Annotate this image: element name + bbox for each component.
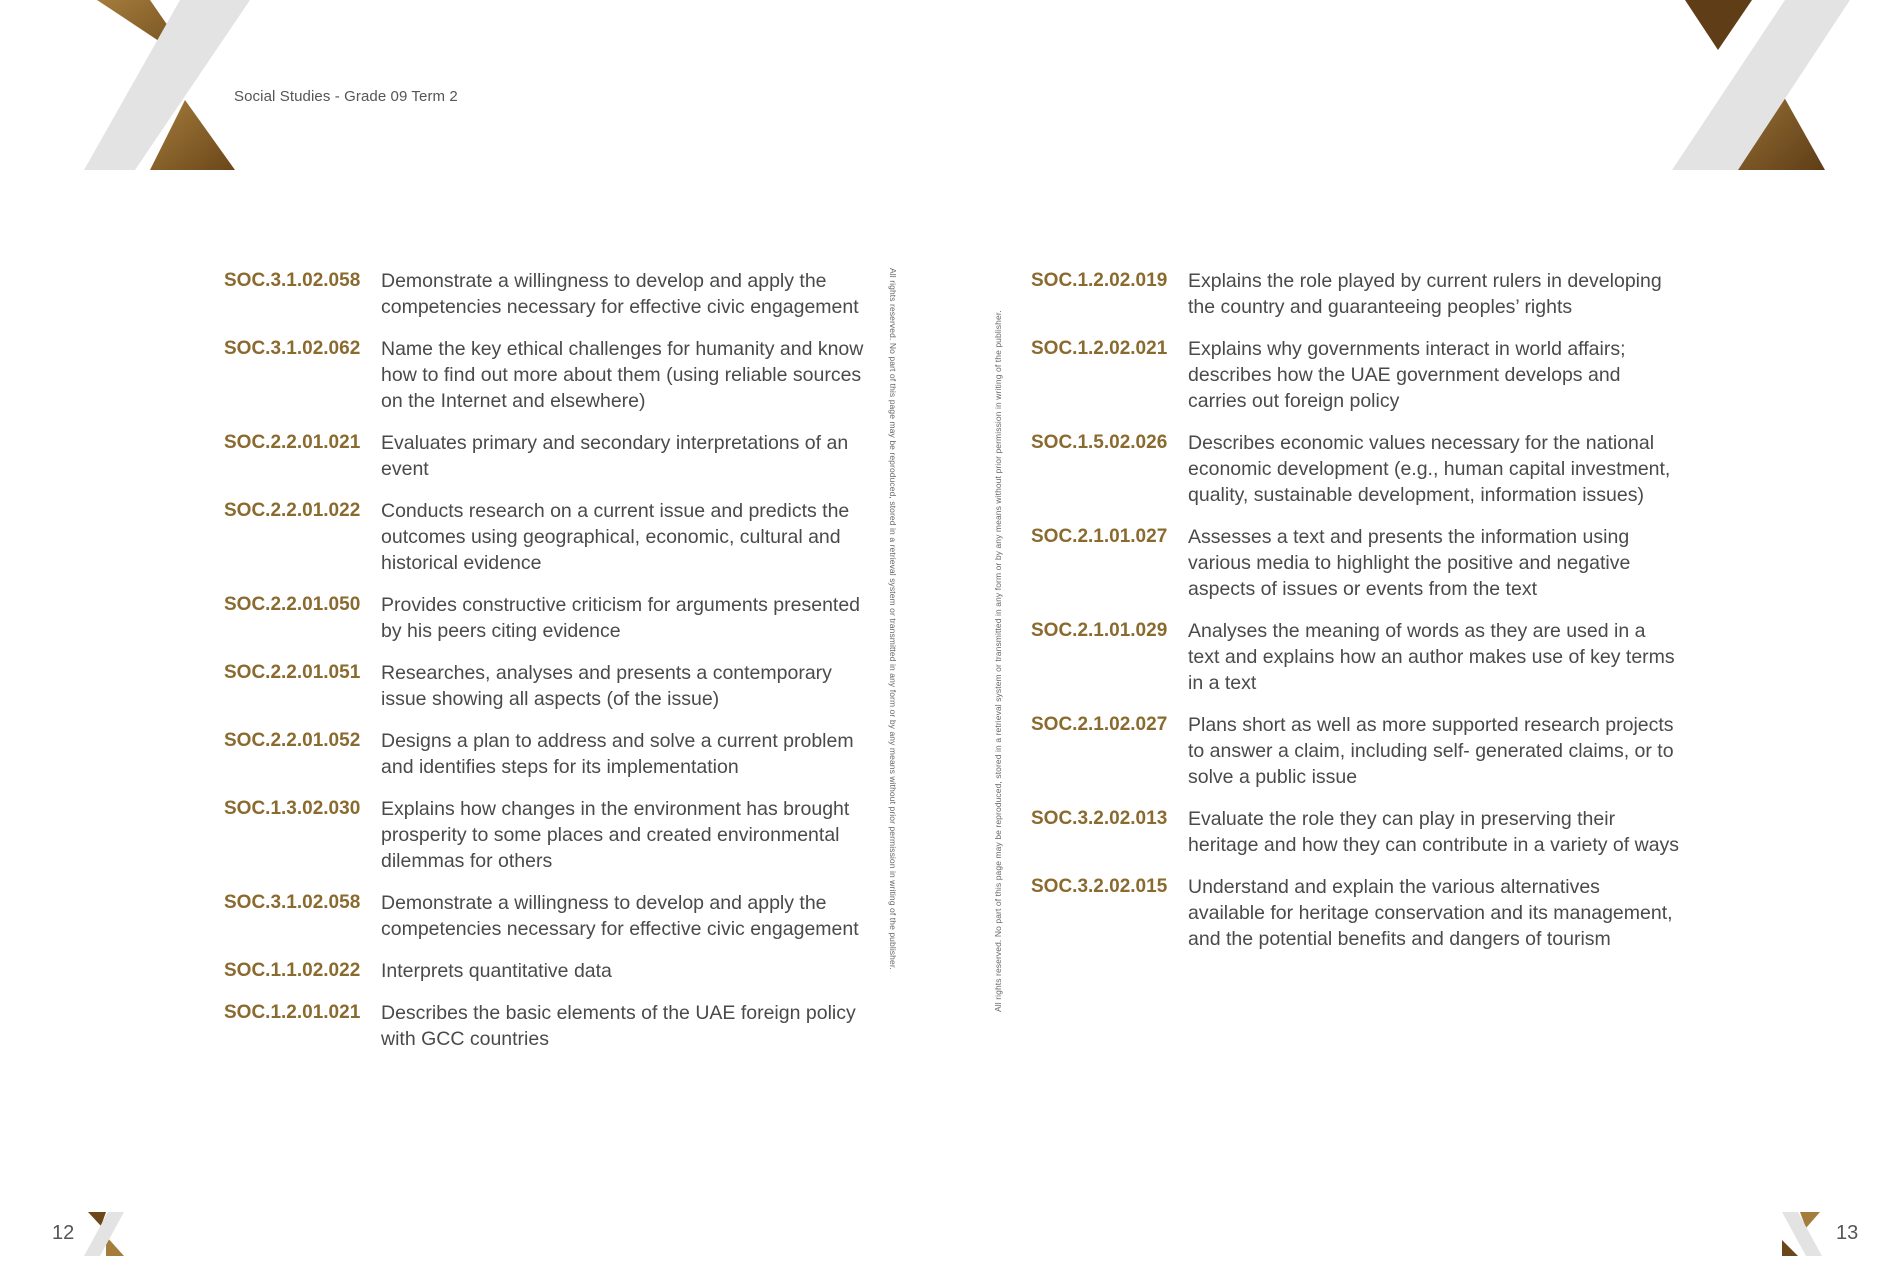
outcome-text: Evaluate the role they can play in preserving their heritage and how they can contribute in a variety of ways [1188,808,1680,856]
left-outcomes-list [224,268,864,1068]
outcome-code: SOC.3.1.02.062 [224,338,361,359]
outcome-text: Explains why governments interact in world affairs; describes how the UAE government develops and carries out foreign policy [1188,338,1626,412]
outcome-code: SOC.3.1.02.058 [224,270,361,291]
outcome-item [224,890,864,942]
outcome-item [1031,712,1681,790]
outcome-text: Demonstrate a willingness to develop and apply the competencies necessary for effective civic engagement [381,270,859,318]
outcome-code: SOC.1.5.02.026 [1031,432,1168,453]
outcome-text: Describes the basic elements of the UAE foreign policy with GCC countries [381,1002,856,1050]
outcome-item [224,796,864,874]
outcome-text: Analyses the meaning of words as they are used in a text and explains how an author makes use of key terms in a text [1188,620,1675,694]
outcome-text: Researches, analyses and presents a contemporary issue showing all aspects (of the issue) [381,662,832,710]
outcome-text: Provides constructive criticism for arguments presented by his peers citing evidence [381,594,861,642]
outcome-item [224,958,864,984]
outcome-code: SOC.2.2.01.050 [224,594,361,615]
decorative-x-logo-top-right [1660,0,1860,170]
right-outcomes-list [1031,268,1681,968]
outcome-code: SOC.3.2.02.013 [1031,808,1168,829]
decorative-x-logo-bottom-left [84,1212,126,1256]
outcome-text: Name the key ethical challenges for humanity and know how to find out more about them (using reliable sources on the Internet and elsewhere) [381,338,864,412]
outcome-item [224,592,864,644]
outcome-text: Interprets quantitative data [381,960,612,982]
outcome-code: SOC.2.2.01.052 [224,730,361,751]
outcome-item [1031,268,1681,320]
outcome-item [1031,524,1681,602]
outcome-text: Assesses a text and presents the information using various media to highlight the positive and negative aspects of issues or events from the text [1188,526,1631,600]
header-title: Social Studies - Grade 09 Term 2 [234,88,458,105]
decorative-x-logo-bottom-right [1780,1212,1822,1256]
outcome-code: SOC.2.1.01.029 [1031,620,1168,641]
outcome-item [224,1000,864,1052]
page-number-right: 13 [1836,1222,1859,1244]
outcome-text: Designs a plan to address and solve a current problem and identifies steps for its implementation [381,730,854,778]
outcome-code: SOC.1.3.02.030 [224,798,361,819]
outcome-item [1031,806,1681,858]
outcome-item [1031,430,1681,508]
rights-notice-right: All rights reserved. No part of this page may be reproduced, stored in a retrieval system or transmitted in any form or by any means without prior permission in writing of the publisher. [993,310,1003,1012]
outcome-code: SOC.2.1.02.027 [1031,714,1168,735]
decorative-x-logo-top-left [80,0,260,170]
outcome-item [1031,618,1681,696]
outcome-item [224,728,864,780]
outcome-item [224,430,864,482]
outcome-text: Explains the role played by current rulers in developing the country and guaranteeing peoples’ rights [1188,270,1662,318]
outcome-code: SOC.1.1.02.022 [224,960,361,981]
rights-notice-left: All rights reserved. No part of this page may be reproduced, stored in a retrieval system or transmitted in any form or by any means without prior permission in writing of the publisher. [888,268,898,970]
outcome-code: SOC.1.2.02.021 [1031,338,1168,359]
outcome-item [224,660,864,712]
outcome-text: Understand and explain the various alternatives available for heritage conservation and its management, and the potential benefits and dangers of tourism [1188,876,1673,950]
outcome-code: SOC.1.2.01.021 [224,1002,361,1023]
outcome-text: Describes economic values necessary for the national economic development (e.g., human capital investment, quality, sustainable development, information issues) [1188,432,1671,506]
outcome-text: Conducts research on a current issue and predicts the outcomes using geographical, economic, cultural and historical evidence [381,500,850,574]
outcome-code: SOC.3.1.02.058 [224,892,361,913]
outcome-code: SOC.2.2.01.021 [224,432,361,453]
outcome-code: SOC.3.2.02.015 [1031,876,1168,897]
outcome-code: SOC.2.2.01.022 [224,500,361,521]
outcome-text: Evaluates primary and secondary interpretations of an event [381,432,849,480]
outcome-text: Plans short as well as more supported research projects to answer a claim, including self- generated claims, or to solve a public issue [1188,714,1674,788]
outcome-code: SOC.2.1.01.027 [1031,526,1168,547]
outcome-item [224,498,864,576]
outcome-code: SOC.1.2.02.019 [1031,270,1168,291]
outcome-item [1031,336,1681,414]
outcome-item [224,336,864,414]
outcome-code: SOC.2.2.01.051 [224,662,361,683]
page-number-left: 12 [52,1222,75,1244]
outcome-text: Demonstrate a willingness to develop and apply the competencies necessary for effective civic engagement [381,892,859,940]
outcome-item [1031,874,1681,952]
outcome-item [224,268,864,320]
outcome-text: Explains how changes in the environment has brought prosperity to some places and created environmental dilemmas for others [381,798,850,872]
